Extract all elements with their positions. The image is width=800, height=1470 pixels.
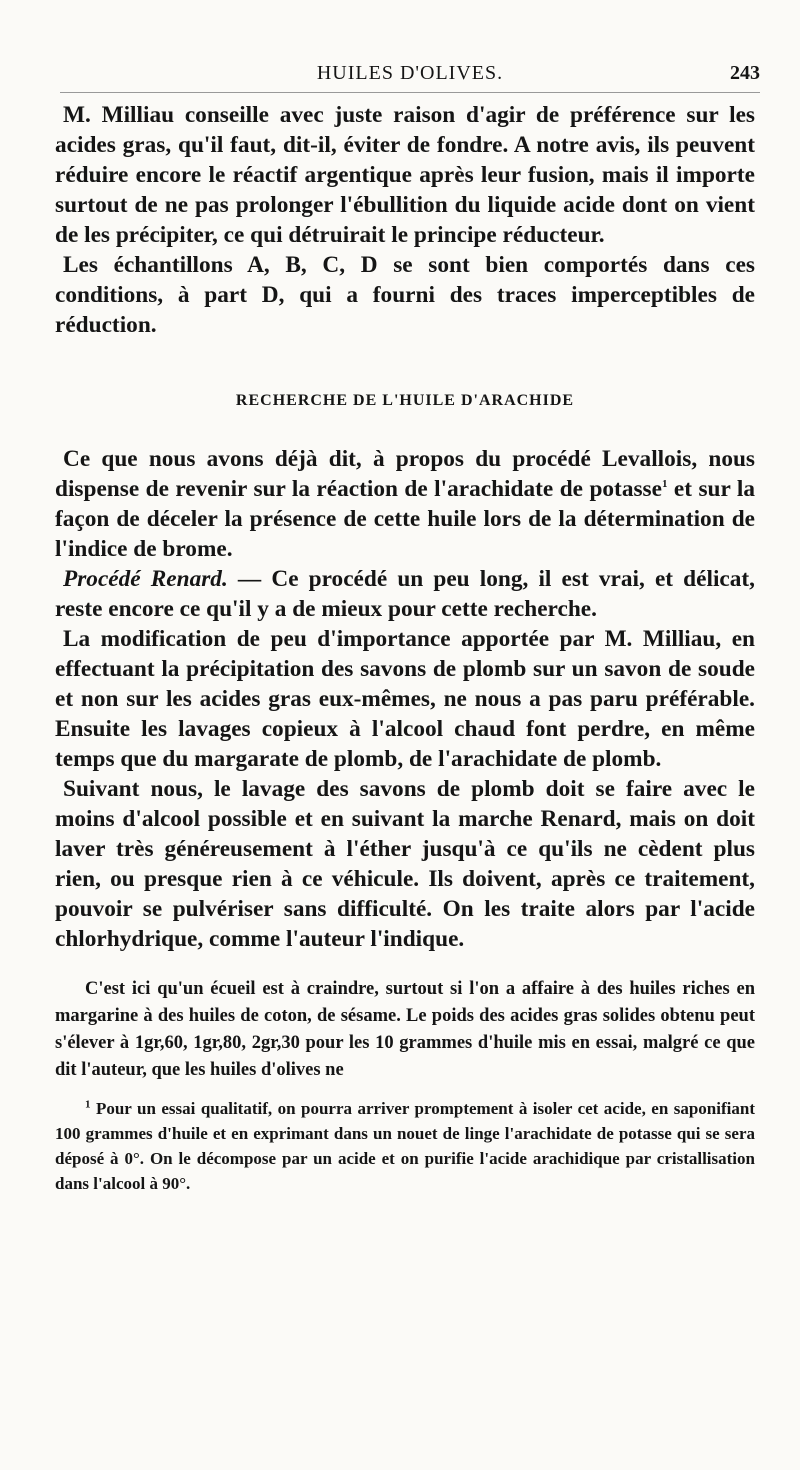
paragraph-levallois — [55, 444, 755, 564]
paragraph-renard — [55, 564, 755, 624]
small-print-note — [55, 976, 755, 1084]
paragraph-lead-soap-washing: Suivant nous, le lavage des savons de plomb doit se faire avec le moins d'alcool possible et en suivant la marche Renard, mais on doit laver très généreusement à l'éther jusqu'à ce qu'ils ne cèdent plus rien, ou presque rien à ce véhicule. Ils doivent, après ce traitement, pouvoir se pulvériser sans difficulté. On les traite alors par l'acide chlorhydrique, comme l'auteur l'indique. — [55, 776, 755, 952]
header-rule — [60, 92, 760, 93]
footnote — [55, 1096, 755, 1196]
footnote-reference: 1 — [661, 478, 668, 491]
paragraph-milliau-advice: M. Milliau conseille avec juste raison d'agir de préférence sur les acides gras, qu'il faut, dit-il, éviter de fondre. A notre avis, ils peuvent réduire encore le réactif argentique après leur fusion, mais il importe surtout de ne pas prolonger l'ébullition du liquide acide dont on vient de les précipiter, ce qui détruirait le principe réducteur. — [55, 102, 755, 248]
body-text — [55, 100, 755, 1196]
page-number: 243 — [730, 62, 760, 84]
renard-text: — Ce procédé un peu long, il est vrai, et délicat, reste encore ce qu'il y a de mieux pour cette recherche. — [55, 566, 755, 622]
paragraph-levallois-tail: et sur la façon de déceler la présence de cette huile lors de la détermination de l'indice de brome. — [55, 476, 755, 562]
paragraph-modification: La modification de peu d'importance apportée par M. Milliau, en effectuant la précipitation des savons de plomb sur un savon de soude et non sur les acides gras eux-mêmes, ne nous a pas paru préférable. Ensuite les lavages copieux à l'alcool chaud font perdre, en même temps que du margarate de plomb, de l'arachidate de plomb. — [55, 626, 755, 772]
paragraph-levallois-text: Ce que nous avons déjà dit, à propos du procédé Levallois, nous dispense de revenir sur la réaction de l'arachidate de potasse — [55, 446, 755, 502]
note-text: C'est ici qu'un écueil est à craindre, surtout si l'on a affaire à des huiles riches en margarine à des huiles de coton, de sésame. Le poids des acides gras solides obtenu peut s'élever à 1gr,60, 1gr,80, 2gr,30 pour les 10 grammes d'huile mis en essai, malgré ce que dit l'auteur, que les huiles d'olives ne — [55, 979, 755, 1080]
footnote-paragraph — [55, 1096, 755, 1196]
footnote-text: Pour un essai qualitatif, on pourra arriver promptement à isoler cet acide, en saponifiant 100 grammes d'huile et en exprimant dans un nouet de linge l'arachidate de potasse qui se sera déposé à 0°. On le décompose par un acide et on purifie l'acide arachidique par cristallisation dans l'alcool à 90°. — [55, 1099, 755, 1193]
running-title: HUILES D'OLIVES. — [316, 62, 504, 84]
page-header — [60, 58, 760, 92]
paragraph-samples: Les échantillons A, B, C, D se sont bien comportés dans ces conditions, à part D, qui a fourni des traces imperceptibles de réduction. — [55, 252, 755, 338]
section-heading: RECHERCHE DE L'HUILE D'ARACHIDE — [235, 392, 575, 409]
footnote-marker: 1 — [85, 1098, 91, 1111]
renard-heading: Procédé Renard. — [63, 566, 228, 592]
